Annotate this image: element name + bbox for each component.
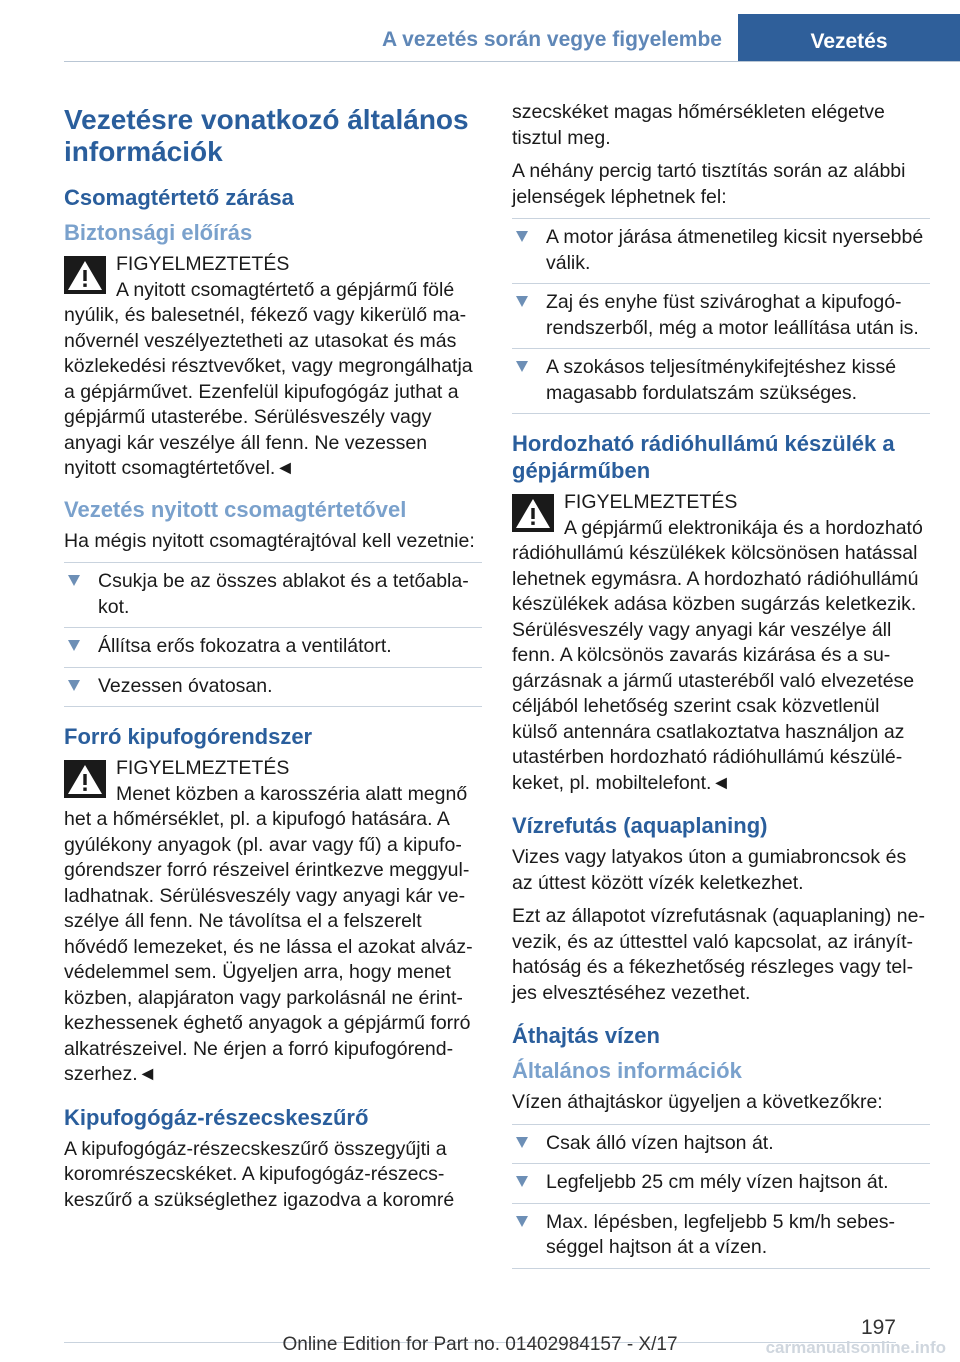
heading-particle-filter: Kipufogógáz-részecskeszűrő	[64, 1104, 369, 1130]
list-item: Max. lépésben, legfeljebb 5 km/h sebességgel hajtson át a vízen.	[512, 1204, 930, 1269]
warning-label: FIGYELMEZTETÉS	[564, 491, 738, 513]
warning-label: FIGYELMEZTETÉS	[116, 253, 290, 275]
list-item: Legfeljebb 25 cm mély vízen hajtson át.	[512, 1164, 930, 1204]
warning-triangle-icon	[64, 760, 106, 798]
warning-block	[512, 490, 930, 796]
header-rule	[64, 61, 960, 62]
list-item: Állítsa erős fokozatra a ventilátort.	[64, 628, 482, 668]
paragraph: Ha mégis nyitott csomagtérajtóval kell vezetnie:	[64, 529, 475, 552]
triangle-bullet-icon	[516, 231, 528, 242]
bullet-list	[512, 218, 930, 414]
triangle-bullet-icon	[516, 296, 528, 307]
warning-block	[64, 756, 482, 1088]
subheading-general-info: Általános információk	[512, 1058, 742, 1083]
warning-triangle-icon	[64, 256, 106, 294]
paragraph: szecskéket magas hőmérsékleten elégetve tisztul meg.	[512, 101, 885, 149]
warning-triangle-icon	[512, 494, 554, 532]
page-title: Vezetésre vonatkozó általános információk	[64, 104, 469, 167]
page-header	[0, 0, 960, 62]
page-number: 197	[860, 1316, 896, 1339]
triangle-bullet-icon	[516, 1176, 528, 1187]
list-item: Zaj és enyhe füst szivároghat a kipufogórendszerből, még a motor leállítása után is.	[512, 284, 930, 349]
warning-text: het a hőmérséklet, pl. a kipufogó hatására. A gyúlékony anyagok (pl. avar vagy fű) a kipufogórendszer forró részeivel érintkezve meggyulladhatnak. Sérülésveszély vagy anyagi kár veszélye áll fenn. Ne távolítsa el a felszerelt hővédő lemezeket, és ne lássa el azokat alvázvédelemmel sem. Ügyeljen arra, hogy menet közben, alapjáraton vagy parkolásnál ne érintkezhessenek éghető anyagok a gépjármű forró alkatrészeivel. Ne érjen a forró kipufogórendszerhez.◄	[64, 808, 473, 1085]
list-item: A szokásos teljesítménykifejtéshez kissé magasabb fordulatszám szükséges.	[512, 349, 930, 414]
paragraph: Vízen áthajtáskor ügyeljen a következőkre:	[512, 1091, 883, 1113]
warning-text-first: A nyitott csomagtértető a gépjármű fölé	[116, 278, 455, 301]
heading-trunk-lid: Csomagtértető zárása	[64, 185, 294, 210]
left-column	[64, 100, 482, 1221]
warning-text-first: Menet közben a karosszéria alatt megnő	[116, 782, 468, 805]
edition-footer: Online Edition for Part no. 01402984157 - X/17	[282, 1334, 678, 1355]
warning-text: nyúlik, és balesetnél, fékező vagy kikerülő manővernél veszélyeztetheti az utasokat és más közlekedési résztvevőket, vagy megrongálhatja a gépjárművet. Ezenfelül kipufogógáz juthat a gépjármű utasterébe. Sérülésveszély vagy anyagi kár veszélye áll fenn. Ne vezessen nyitott csomagtértetővel.◄	[64, 304, 473, 479]
warning-text: rádióhullámú készülékek kölcsönösen hatással lehetnek egymásra. A hordozható rádióhullámú készülékek adása közben sugárzás keletkezik. Sérülésveszély vagy anyagi kár veszélye áll fenn. A kölcsönös zavarás kizárása és a sugárzásnak a jármű utasteréből való elvezetése céljából lehetőség szerint csak közvetlenül külső antennára csatlakoztatva használjon az utastérben hordozható rádióhullámú készülékeket, pl. mobiltelefont.◄	[512, 542, 919, 794]
list-item: Csukja be az összes ablakot és a tetőablakot.	[64, 563, 482, 628]
warning-block	[64, 252, 482, 482]
bullet-list	[64, 562, 482, 707]
heading-hot-exhaust: Forró kipufogórendszer	[64, 724, 313, 749]
triangle-bullet-icon	[516, 1216, 528, 1227]
heading-water-crossing: Áthajtás vízen	[512, 1023, 660, 1048]
triangle-bullet-icon	[68, 575, 80, 586]
subheading-safety: Biztonsági előírás	[64, 220, 253, 245]
paragraph: Vizes vagy latyakos úton a gumiabroncsok és az úttest között vízék keletkezhet.	[512, 846, 907, 894]
triangle-bullet-icon	[68, 640, 80, 651]
right-column	[512, 100, 930, 1277]
triangle-bullet-icon	[516, 361, 528, 372]
list-item: Vezessen óvatosan.	[64, 668, 482, 708]
list-item: Csak álló vízen hajtson át.	[512, 1125, 930, 1165]
paragraph: Ezt az állapotot vízrefutásnak (aquaplaning) nevezik, és az úttesttel való kapcsolat, az irányíthatóság és a fékezhetőség részleges vagy teljes elvesztéséhez vezethet.	[512, 905, 926, 1004]
warning-label: FIGYELMEZTETÉS	[116, 757, 290, 779]
warning-text-first: A gépjármű elektronikája és a hordozható	[564, 516, 923, 539]
subheading-driving-open-lid: Vezetés nyitott csomagtértetővel	[64, 496, 407, 522]
heading-radio-devices: Hordozható rádióhullámú készülék a gépjárműben	[512, 431, 895, 483]
header-chapter-tab: Vezetés	[738, 14, 960, 62]
triangle-bullet-icon	[68, 680, 80, 691]
header-section-title: A vezetés során vegye figyelembe	[381, 28, 722, 51]
list-item: A motor járása átmenetileg kicsit nyersebbé válik.	[512, 219, 930, 284]
heading-aquaplaning: Vízrefutás (aquaplaning)	[512, 813, 768, 838]
paragraph: A kipufogógáz-részecskeszűrő összegyűjti a koromrészecskéket. A kipufogógáz-részecskeszűrő a szükséglethez igazodva a koromré	[64, 1137, 455, 1211]
watermark: carmanualsonline.info	[765, 1338, 946, 1357]
triangle-bullet-icon	[516, 1137, 528, 1148]
paragraph: A néhány percig tartó tisztítás során az alábbi jelenségek léphetnek fel:	[512, 160, 906, 208]
bullet-list	[512, 1124, 930, 1269]
